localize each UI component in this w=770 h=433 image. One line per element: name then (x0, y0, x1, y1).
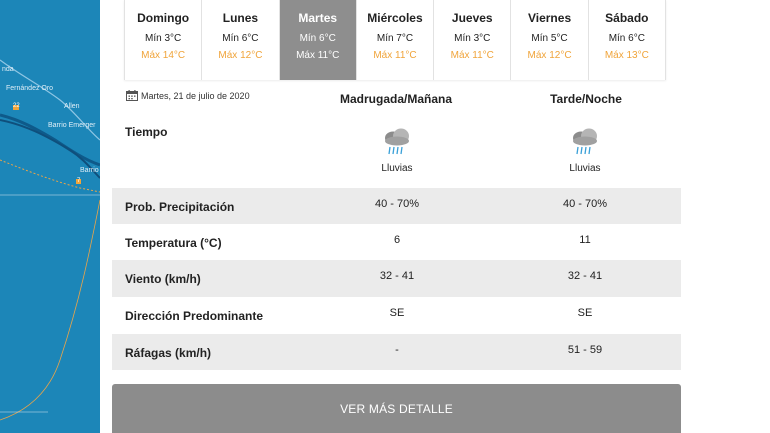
day-max-temp: Máx 11°C (296, 50, 340, 61)
row-value-morning: 32 - 41 (379, 270, 415, 282)
day-name: Domingo (137, 11, 190, 25)
rain-cloud-icon (569, 126, 601, 156)
table-row (112, 260, 681, 297)
map-label: Barrio (80, 167, 99, 174)
map-route-number: 22 (13, 103, 20, 109)
map-label: nda (2, 66, 14, 73)
tab-martes[interactable] (279, 0, 356, 80)
map-route-number: 7 (77, 178, 81, 184)
tab-jueves[interactable] (433, 0, 510, 80)
tab-viernes[interactable] (510, 0, 587, 80)
row-label: Dirección Predominante (125, 309, 264, 323)
day-max-temp: Máx 14°C (141, 50, 186, 61)
day-min-temp: Mín 6°C (299, 33, 336, 44)
column-header-afternoon: Tarde/Noche (550, 92, 622, 106)
day-name: Martes (298, 11, 338, 25)
day-min-temp: Mín 3°C (454, 33, 491, 44)
row-label: Ráfagas (km/h) (125, 346, 212, 360)
weather-cell (337, 118, 457, 174)
day-min-temp: Mín 5°C (531, 33, 568, 44)
row-label: Tiempo (125, 125, 168, 139)
row-value-afternoon: 11 (579, 234, 591, 246)
row-value-afternoon: 32 - 41 (567, 270, 603, 282)
day-max-temp: Máx 13°C (604, 50, 649, 61)
tab-miercoles[interactable] (356, 0, 433, 80)
row-value-morning: 6 (393, 234, 401, 246)
map-graphic (0, 0, 100, 433)
day-name: Jueves (451, 11, 493, 25)
calendar-icon (126, 90, 138, 101)
day-tabs (124, 0, 666, 80)
row-label: Prob. Precipitación (125, 200, 235, 214)
weather-cell (525, 118, 645, 174)
weather-row (112, 118, 681, 188)
day-max-temp: Máx 11°C (373, 50, 417, 61)
table-row (112, 297, 681, 334)
map-panel[interactable] (0, 0, 100, 433)
day-min-temp: Mín 7°C (376, 33, 414, 44)
row-label: Temperatura (°C) (125, 236, 222, 250)
tab-lunes[interactable] (201, 0, 278, 80)
day-name: Lunes (222, 11, 259, 25)
weather-description: Lluvias (569, 163, 601, 174)
more-details-button[interactable]: VER MÁS DETALLE (112, 384, 681, 433)
map-label: Barrio Emerger (48, 122, 96, 129)
tab-domingo[interactable] (124, 0, 201, 80)
column-header-morning: Madrugada/Mañana (339, 92, 453, 106)
selected-date: Martes, 21 de julio de 2020 (141, 90, 250, 101)
tab-sabado[interactable] (588, 0, 665, 80)
day-min-temp: Mín 3°C (145, 33, 182, 44)
day-max-temp: Máx 11°C (450, 50, 494, 61)
map-label: Allen (64, 103, 80, 110)
table-row (112, 188, 681, 224)
day-name: Miércoles (367, 11, 423, 25)
row-value-afternoon: SE (577, 307, 593, 319)
row-value-afternoon: 40 - 70% (562, 198, 608, 210)
row-value-morning: SE (389, 307, 405, 319)
day-max-temp: Máx 12°C (527, 50, 572, 61)
day-min-temp: Mín 6°C (608, 33, 645, 44)
rain-cloud-icon (381, 126, 413, 156)
day-min-temp: Mín 6°C (222, 33, 259, 44)
row-value-afternoon: 51 - 59 (567, 344, 603, 356)
row-value-morning: - (395, 344, 399, 356)
row-value-morning: 40 - 70% (374, 198, 420, 210)
map-label: Fernández Oro (6, 85, 54, 92)
table-row (112, 224, 681, 260)
day-name: Sábado (605, 11, 649, 25)
weather-description: Lluvias (381, 163, 413, 174)
day-name: Viernes (527, 11, 572, 25)
row-label: Viento (km/h) (125, 272, 201, 286)
table-row (112, 334, 681, 370)
date-header (126, 90, 250, 101)
day-max-temp: Máx 12°C (218, 50, 263, 61)
